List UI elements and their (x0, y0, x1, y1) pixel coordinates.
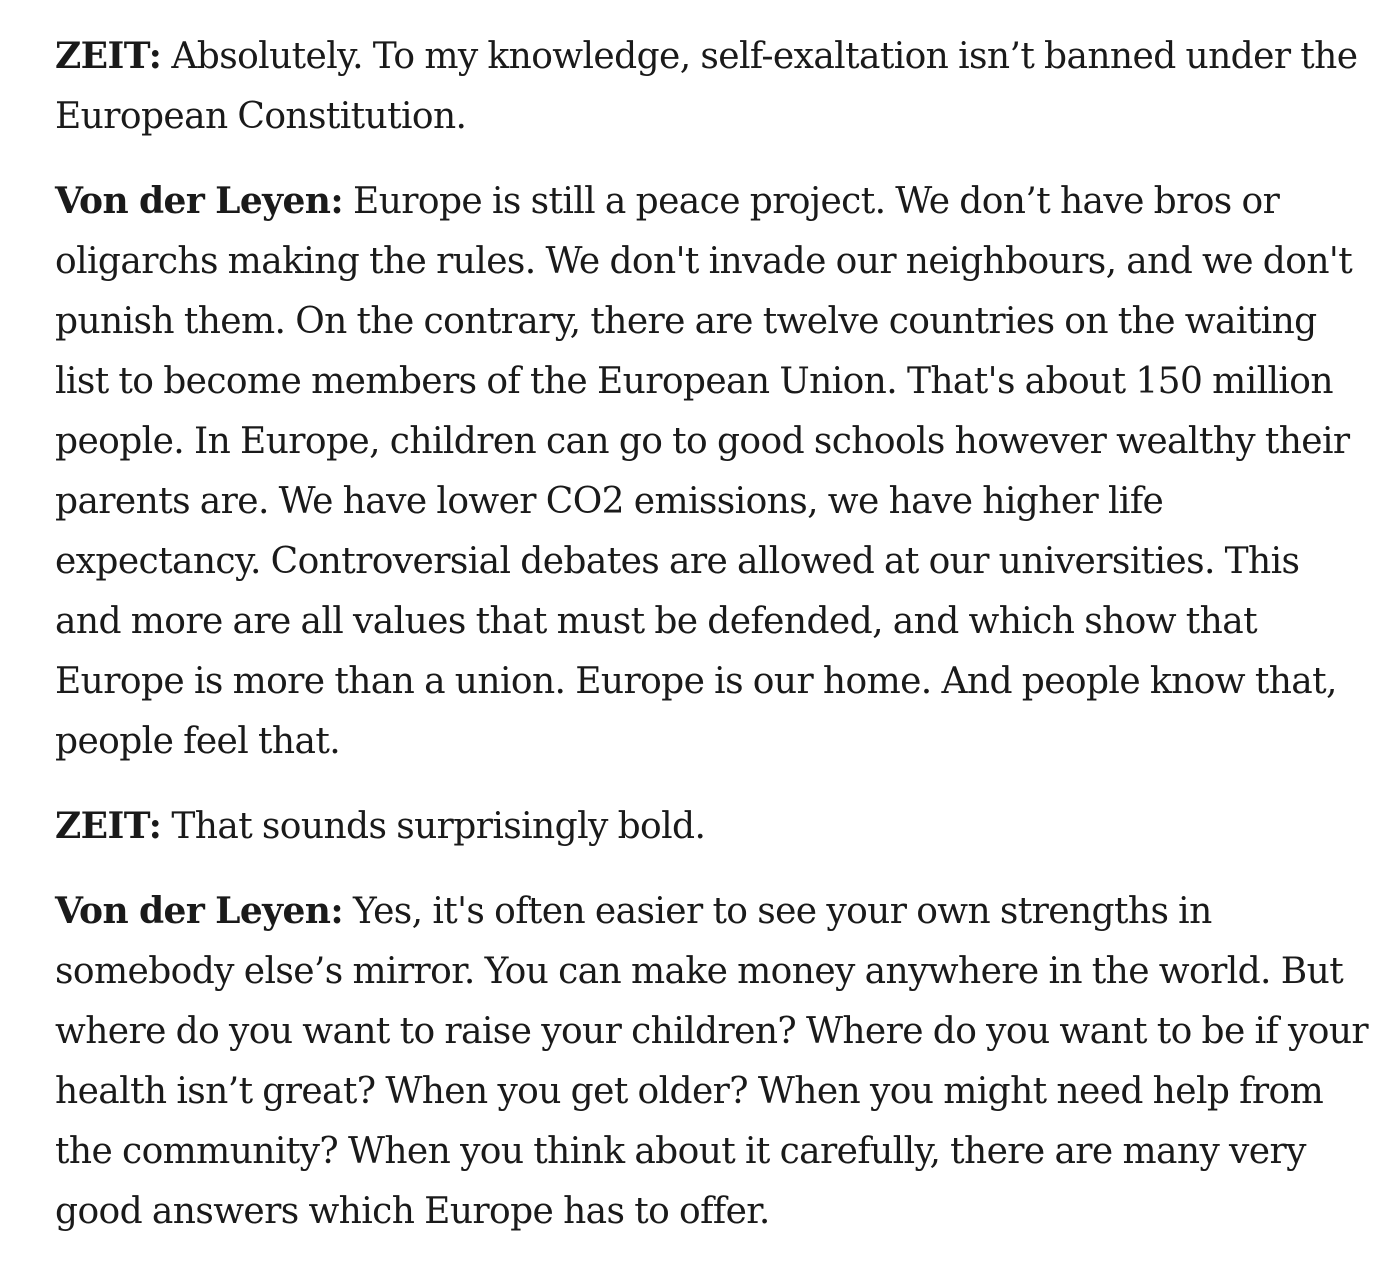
interview-paragraph-3 (55, 796, 1375, 857)
interview-paragraph-4 (55, 881, 1375, 1242)
paragraph-text: Europe is still a peace project. We don’t have bros or oligarchs making the rules. We don't invade our neighbours, and we don't punish them. On the contrary, there are twelve countries on the waiting list to become members of the European Union. That's about 150 million people. In Europe, children can go to good schools however wealthy their parents are. We have lower CO2 emissions, we have higher life expectancy. Controversial debates are allowed at our universities. This and more are all values that must be defended, and which show that Europe is more than a union. Europe is our home. And people know that, people feel that. (55, 181, 1353, 762)
interview-paragraph-1 (55, 26, 1375, 147)
speaker-label: ZEIT: (55, 35, 162, 77)
paragraph-text: Absolutely. To my knowledge, self-exaltation isn’t banned under the European Constitution. (55, 36, 1358, 137)
paragraph-text: That sounds surprisingly bold. (171, 806, 706, 847)
speaker-label: ZEIT: (55, 805, 162, 847)
interview-article (55, 26, 1375, 1266)
speaker-label: Von der Leyen: (55, 180, 344, 222)
interview-paragraph-2 (55, 171, 1375, 772)
speaker-label: Von der Leyen: (55, 890, 344, 932)
paragraph-text: Yes, it's often easier to see your own strengths in somebody else’s mirror. You can make money anywhere in the world. But where do you want to raise your children? Where do you want to be if your health isn’t great? When you get older? When you might need help from the community? When you think about it carefully, there are many very good answers which Europe has to offer. (55, 891, 1369, 1232)
